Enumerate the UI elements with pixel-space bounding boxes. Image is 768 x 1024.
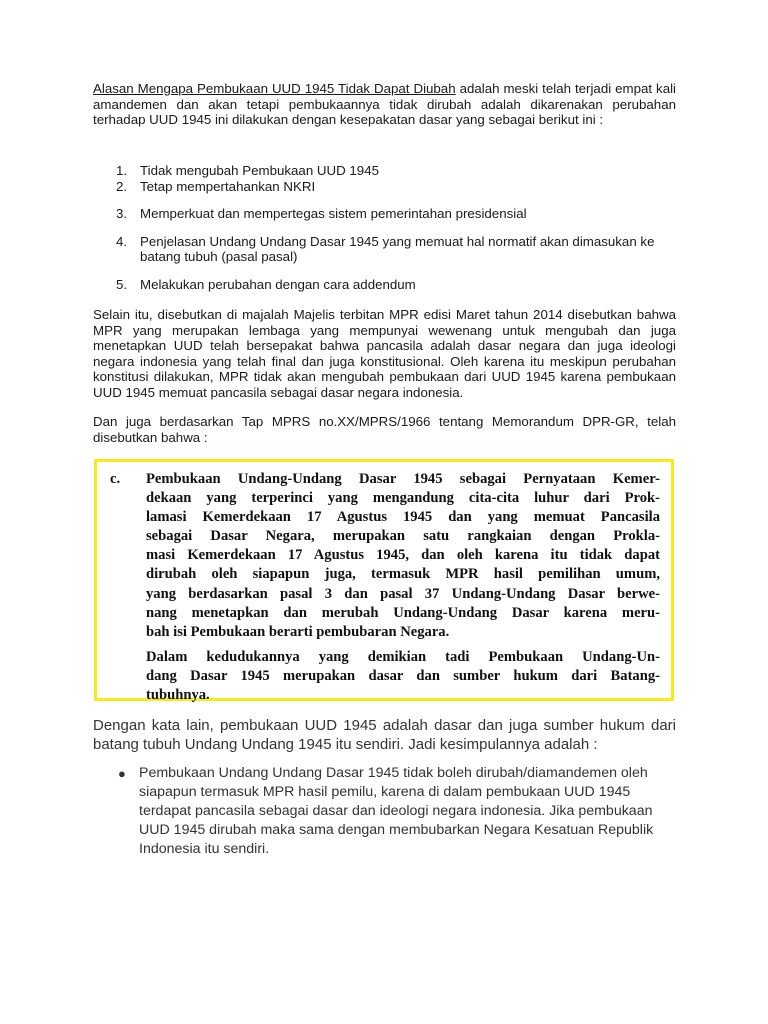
list-text: Penjelasan Undang Undang Dasar 1945 yang memuat hal normatif akan dimasukan ke batang tubuh (pasal pasal)	[140, 233, 655, 265]
list-number: 3.	[116, 206, 128, 222]
list-item	[118, 764, 678, 859]
quote-letter: c.	[110, 471, 121, 487]
list-item	[116, 277, 676, 293]
intro-paragraph	[93, 81, 676, 128]
list-number: 2.	[116, 178, 128, 194]
quote-line: dang Dasar 1945 merupakan dasar dan sumber hukum dari Batang-	[146, 667, 660, 684]
scanned-quote	[110, 470, 660, 705]
quote-box	[94, 459, 674, 704]
list-text: Tetap mempertahankan NKRI	[140, 178, 316, 194]
quote-line: Dalam kedudukannya yang demikian tadi Pembukaan Undang-Un-	[146, 648, 660, 665]
list-text: Melakukan perubahan dengan cara addendum	[140, 276, 416, 292]
list-item	[116, 163, 676, 179]
conclusion-paragraph: Dengan kata lain, pembukaan UUD 1945 adalah dasar dan juga sumber hukum dari batang tubuh Undang Undang 1945 itu sendiri. Jadi kesimpulannya adalah :	[93, 717, 676, 753]
quote-line: sebagai Dasar Negara, merupakan satu rangkaian dengan Prokla-	[146, 528, 660, 545]
intro-rest: adalah meski telah terjadi empat kali amandemen dan akan tetapi pembukaannya tidak dirubah adalah dikarenakan perubahan terhadap UUD 1945 ini dilakukan dengan kesepakatan dasar yang sebagai berikut ini :	[93, 81, 677, 128]
list-number: 1.	[116, 163, 128, 178]
quote-line: tubuhnya.	[146, 687, 210, 704]
quote-line: dekaan yang terperinci yang mengandung cita-cita luhur dari Prok-	[146, 490, 660, 507]
list-number: 5.	[116, 276, 128, 292]
conclusion-list	[118, 764, 678, 859]
quote-body	[146, 470, 660, 705]
bullet-icon: ●	[118, 766, 126, 781]
list-item	[116, 234, 676, 265]
list-item	[116, 206, 676, 222]
list-text: Memperkuat dan mempertegas sistem pemerintahan presidensial	[140, 206, 527, 222]
quote-line: masi Kemerdekaan 17 Agustus 1945, dan oleh karena itu tidak dapat	[146, 547, 660, 564]
quote-line: yang berdasarkan pasal 3 dan pasal 37 Undang-Undang Dasar berwe-	[146, 585, 660, 602]
quote-line: Pembukaan Undang-Undang Dasar 1945 sebagai Pernyataan Kemer-	[146, 471, 660, 487]
bullet-text: Pembukaan Undang Undang Dasar 1945 tidak boleh dirubah/diamandemen oleh siapapun termasuk MPR hasil pemilu, karena di dalam pembukaan UUD 1945 terdapat pancasila sebagai dasar dan ideologi negara indonesia. Jika pembukaan UUD 1945 dirubah maka sama dengan membubarkan Negara Kesatuan Republik Indonesia itu sendiri.	[139, 765, 654, 857]
list-number: 4.	[116, 233, 128, 249]
list-text: Tidak mengubah Pembukaan UUD 1945	[140, 163, 379, 178]
quote-line: lamasi Kemerdekaan 17 Agustus 1945 dan yang memuat Pancasila	[146, 509, 660, 526]
quote-line: nang menetapkan dan merubah Undang-Undang Dasar karena meru-	[146, 604, 660, 621]
quote-line: bah isi Pembukaan berarti pembubaran Negara.	[146, 623, 450, 640]
intro-link[interactable]: Alasan Mengapa Pembukaan UUD 1945 Tidak Dapat Diubah	[93, 81, 456, 96]
mpr-paragraph: Selain itu, disebutkan di majalah Majelis terbitan MPR edisi Maret tahun 2014 disebutkan bahwa MPR yang merupakan lembaga yang mempunyai wewenang untuk mengubah dan juga menetapkan UUD telah bersepakat bahwa pancasila adalah dasar negara dan juga ideologi negara indonesia yang telah final dan juga konstitusional. Oleh karena itu meskipun perubahan konstitusi dilakukan, MPR tidak akan mengubah pembukaan dari UUD 1945 karena pembukaan UUD 1945 memuat pancasila sebagai dasar negara indonesia.	[93, 307, 676, 400]
agreement-list	[116, 163, 676, 293]
tap-mprs-paragraph: Dan juga berdasarkan Tap MPRS no.XX/MPRS/1966 tentang Memorandum DPR-GR, telah disebutkan bahwa :	[93, 414, 676, 445]
list-item	[116, 179, 676, 195]
quote-line: dirubah oleh siapapun juga, termasuk MPR hasil pemilihan umum,	[146, 566, 660, 583]
